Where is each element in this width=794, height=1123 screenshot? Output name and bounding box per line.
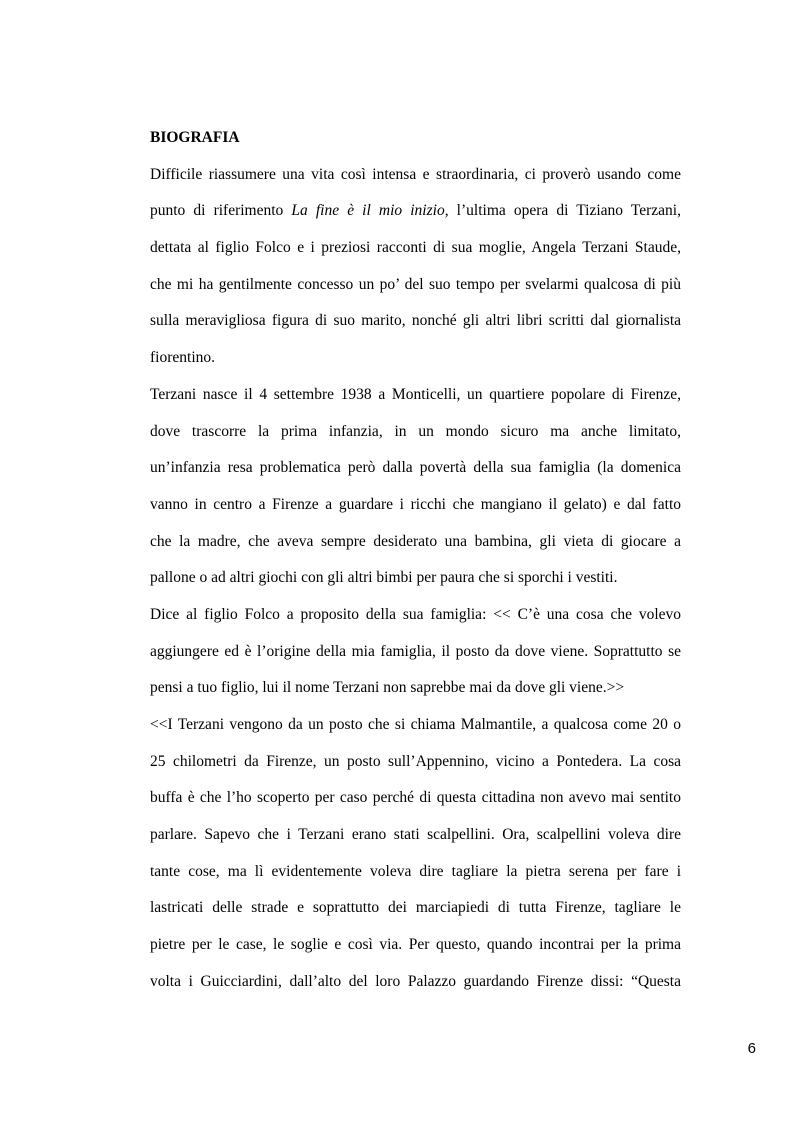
page-number: 6 bbox=[747, 1040, 756, 1057]
section-heading: BIOGRAFIA bbox=[150, 129, 240, 146]
text-line: sulla meravigliosa figura di suo marito, nonché gli altri libri scritti dal giornalista bbox=[150, 312, 681, 330]
text-fragment: , l’ultima opera di Tiziano Terzani, bbox=[444, 202, 681, 220]
text-line: fiorentino. bbox=[150, 349, 215, 367]
text-line: un’infanzia resa problematica però dalla povertà della sua famiglia (la domenica bbox=[150, 459, 681, 477]
text-line: volta i Guicciardini, dall’alto del loro Palazzo guardando Firenze dissi: “Questa bbox=[150, 972, 681, 990]
text-line: lastricati delle strade e soprattutto dei marciapiedi di tutta Firenze, tagliare le bbox=[150, 899, 681, 917]
text-line: dove trascorre la prima infanzia, in un mondo sicuro ma anche limitato, bbox=[150, 422, 681, 440]
text-line: Dice al figlio Folco a proposito della sua famiglia: << C’è una cosa che volevo bbox=[150, 605, 681, 623]
text-line: tante cose, ma lì evidentemente voleva dire tagliare la pietra serena per fare i bbox=[150, 862, 681, 880]
text-line: buffa è che l’ho scoperto per caso perché di questa cittadina non avevo mai sentito bbox=[150, 789, 681, 807]
text-line: pallone o ad altri giochi con gli altri bimbi per paura che si sporchi i vestiti. bbox=[150, 569, 618, 587]
text-line: che la madre, che aveva sempre desiderato una bambina, gli vieta di giocare a bbox=[150, 532, 681, 550]
text-line: aggiungere ed è l’origine della mia famiglia, il posto da dove viene. Soprattutto se bbox=[150, 642, 681, 660]
text-line: 25 chilometri da Firenze, un posto sull’Appennino, vicino a Pontedera. La cosa bbox=[150, 752, 681, 770]
paragraph-malmantile-quote bbox=[150, 707, 681, 1001]
book-title: La fine è il mio inizio bbox=[291, 202, 445, 220]
paragraph-intro bbox=[150, 157, 681, 377]
text-line: vanno in centro a Firenze a guardare i ricchi che mangiano il gelato) e dal fatto bbox=[150, 495, 681, 513]
paragraph-childhood bbox=[150, 377, 681, 597]
text-line bbox=[150, 193, 681, 230]
text-line: <<I Terzani vengono da un posto che si chiama Malmantile, a qualcosa come 20 o bbox=[150, 716, 681, 733]
text-line: pietre per le case, le soglie e così via. Per questo, quando incontrai per la prima bbox=[150, 936, 681, 954]
text-line: pensi a tuo figlio, lui il nome Terzani non saprebbe mai da dove gli viene.>> bbox=[150, 679, 625, 697]
text-line: Difficile riassumere una vita così intensa e straordinaria, ci proverò usando come bbox=[150, 165, 681, 183]
text-line: che mi ha gentilmente concesso un po’ del suo tempo per svelarmi qualcosa di più bbox=[150, 275, 681, 293]
text-line: Terzani nasce il 4 settembre 1938 a Monticelli, un quartiere popolare di Firenze, bbox=[150, 385, 681, 403]
text-line: dettata al figlio Folco e i preziosi racconti di sua moglie, Angela Terzani Staude, bbox=[150, 239, 681, 257]
text-line: parlare. Sapevo che i Terzani erano stati scalpellini. Ora, scalpellini voleva dire bbox=[150, 826, 681, 844]
paragraph-family-quote bbox=[150, 597, 681, 707]
page-body bbox=[150, 120, 681, 1001]
text-fragment: punto di riferimento bbox=[150, 202, 292, 220]
